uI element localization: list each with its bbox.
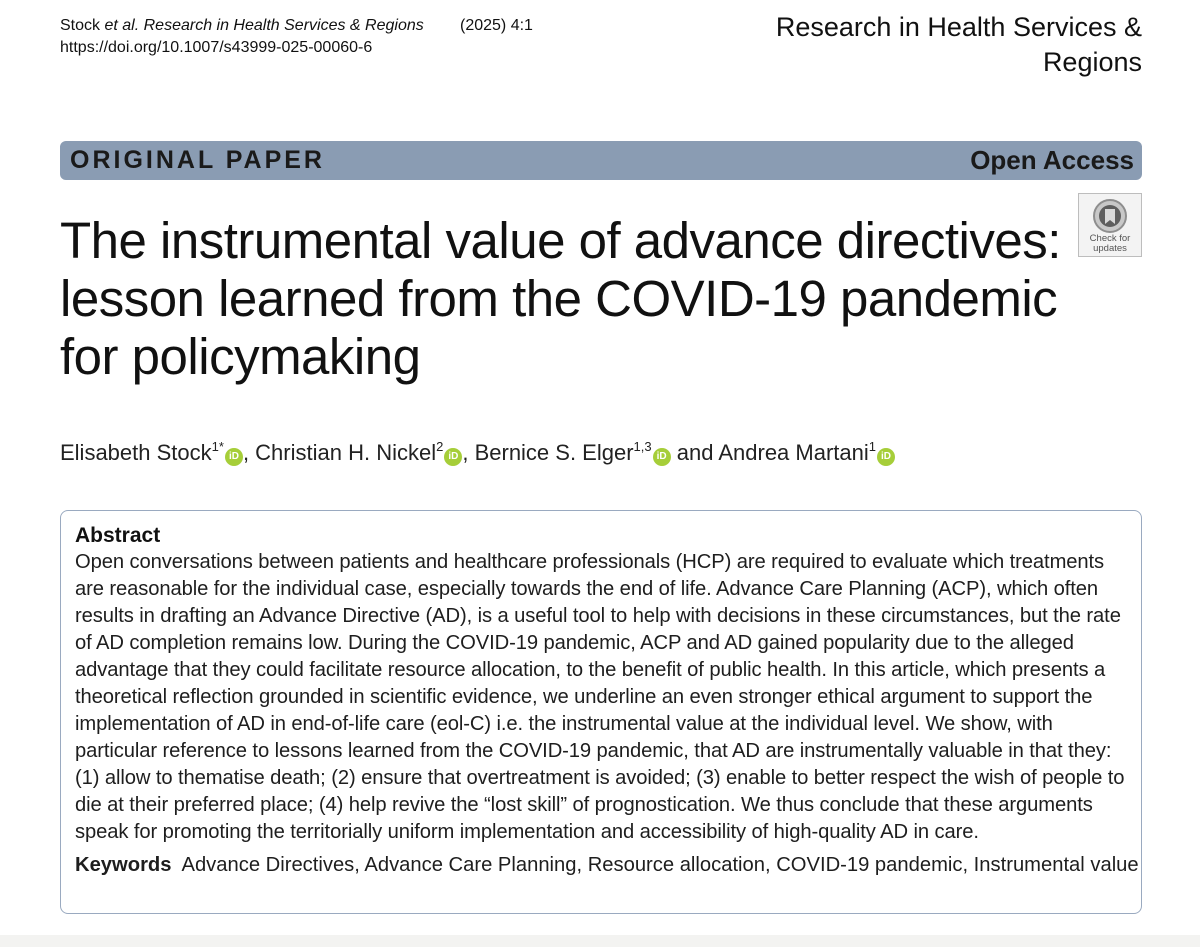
open-access-label: Open Access <box>970 145 1134 175</box>
doi-link[interactable]: https://doi.org/10.1007/s43999-025-00060-6 <box>60 39 373 56</box>
running-header <box>60 15 424 59</box>
keywords-line <box>75 852 1139 879</box>
abstract-box <box>60 510 1142 914</box>
orcid-icon[interactable]: iD <box>877 448 895 466</box>
author-separator: and <box>670 440 719 465</box>
author-name: Bernice S. Elger <box>474 440 634 465</box>
author-separator: , <box>242 440 256 465</box>
author-name: Andrea Martani <box>718 440 869 465</box>
citation-journal: Research in Health Services & Regions <box>143 17 424 34</box>
abstract-text: Open conversations between patients and healthcare professionals (HCP) are required to evaluate which treatments are reasonable for the individual case, especially towards the end of life. Advance Care Planning (ACP), which often results in drafting an Advance Directive (AD), is a useful tool to help with decisions in these circumstances, but the rate of AD completion remains low. During the COVID-19 pandemic, ACP and AD gained popularity due to the alleged advantage that they could facilitate resource allocation, to the benefit of public health. In this article, which presents a theoretical reflection grounded in scientific evidence, we underline an even stronger ethical argument to support the implementation of AD in end-of-life care (eol-C) i.e. the instrumental value at the individual level. We show, with particular reference to lessons learned from the COVID-19 pandemic, that AD are instrumentally valuable in that they: (1) allow to thematise death; (2) ensure that overtreatment is avoided; (3) enable to better respect the wish of people to die at their preferred place; (4) help revive the “lost skill” of prognostication. We thus conclude that these arguments speak for promoting the territorially uniform implementation and accessibility of high-quality AD in care. <box>75 551 1125 843</box>
citation-line <box>60 15 424 37</box>
author-affiliation: 1* <box>211 439 224 454</box>
author-affiliation: 1 <box>868 439 876 454</box>
author-name: Christian H. Nickel <box>255 440 437 465</box>
orcid-icon[interactable]: iD <box>444 448 462 466</box>
author-affiliation: 1,3 <box>633 439 652 454</box>
year-volume: (2025) 4:1 <box>460 17 533 34</box>
author-list <box>60 430 895 470</box>
orcid-icon[interactable]: iD <box>225 448 243 466</box>
citation-etal: et al. <box>104 17 140 34</box>
keywords-label: Keywords <box>75 854 172 876</box>
check-for-updates-button[interactable] <box>1078 193 1142 257</box>
check-for-updates-label: Check for updates <box>1089 233 1131 254</box>
author-separator: , <box>462 440 475 465</box>
abstract-heading: Abstract <box>75 524 161 547</box>
author-affiliation: 2 <box>436 439 444 454</box>
article-type: ORIGINAL PAPER <box>70 146 325 174</box>
article-type-banner <box>60 141 1142 180</box>
citation-author: Stock <box>60 17 101 34</box>
orcid-icon[interactable]: iD <box>653 448 671 466</box>
keywords-list: Advance Directives, Advance Care Planning, Resource allocation, COVID-19 pandemic, Instrumental value <box>181 854 1139 876</box>
article-title: The instrumental value of advance directives: lesson learned from the COVID-19 pandemic for policymaking <box>60 212 1061 385</box>
bookmark-icon <box>1092 198 1128 234</box>
author-name: Elisabeth Stock <box>60 440 212 465</box>
journal-name: Research in Health Services & Regions <box>775 12 1142 77</box>
page-bottom-strip <box>0 935 1200 947</box>
